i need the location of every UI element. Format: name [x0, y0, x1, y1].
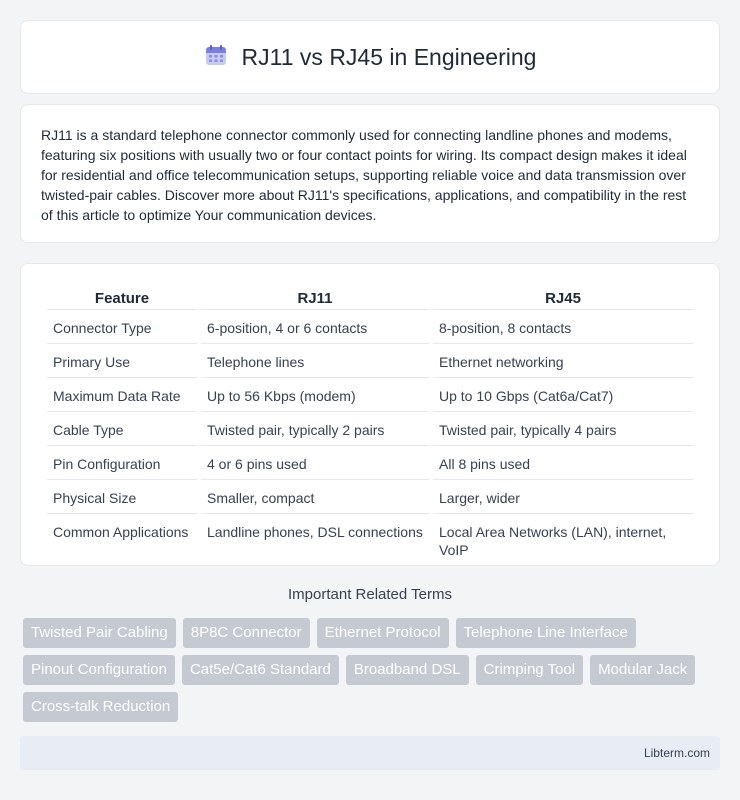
table-row	[47, 482, 693, 514]
intro-card	[20, 104, 720, 243]
term-tag[interactable]: Telephone Line Interface	[456, 618, 636, 648]
table-cell: Up to 10 Gbps (Cat6a/Cat7)	[433, 380, 693, 412]
table-cell: Larger, wider	[433, 482, 693, 514]
term-tag[interactable]: Modular Jack	[590, 655, 695, 685]
table-cell: 8-position, 8 contacts	[433, 312, 693, 344]
header-card	[20, 20, 720, 94]
term-tag[interactable]: Cat5e/Cat6 Standard	[182, 655, 339, 685]
table-row	[47, 516, 693, 566]
related-terms-list	[23, 618, 723, 722]
table-cell: Telephone lines	[201, 346, 429, 378]
term-tag[interactable]: Crimping Tool	[476, 655, 583, 685]
table-header-row	[47, 284, 693, 310]
table-row	[47, 414, 693, 446]
table-cell: Common Applications	[47, 516, 197, 566]
comparison-table-card	[20, 263, 720, 566]
term-tag[interactable]: Pinout Configuration	[23, 655, 175, 685]
footer-site-link[interactable]: Libterm.com	[643, 746, 710, 760]
table-cell: Cable Type	[47, 414, 197, 446]
table-cell: Maximum Data Rate	[47, 380, 197, 412]
table-cell: Pin Configuration	[47, 448, 197, 480]
header-rj11: RJ11	[201, 284, 429, 310]
table-cell: Twisted pair, typically 2 pairs	[201, 414, 429, 446]
header	[204, 43, 537, 72]
table-cell: Ethernet networking	[433, 346, 693, 378]
comparison-table	[43, 282, 697, 568]
header-feature: Feature	[47, 284, 197, 310]
page-title: RJ11 vs RJ45 in Engineering	[241, 43, 537, 70]
table-row	[47, 346, 693, 378]
table-cell: Landline phones, DSL connections	[201, 516, 429, 566]
header-rj45: RJ45	[433, 284, 693, 310]
term-tag[interactable]: Twisted Pair Cabling	[23, 618, 176, 648]
table-cell: 6-position, 4 or 6 contacts	[201, 312, 429, 344]
table-cell: Physical Size	[47, 482, 197, 514]
table-cell: 4 or 6 pins used	[201, 448, 429, 480]
table-cell: Local Area Networks (LAN), internet, VoIP	[433, 516, 693, 566]
table-cell: All 8 pins used	[433, 448, 693, 480]
term-tag[interactable]: Cross-talk Reduction	[23, 692, 178, 722]
term-tag[interactable]: Broadband DSL	[346, 655, 469, 685]
table-row	[47, 380, 693, 412]
table-cell: Smaller, compact	[201, 482, 429, 514]
term-tag[interactable]: 8P8C Connector	[183, 618, 310, 648]
footer	[20, 736, 720, 770]
calendar-icon	[204, 43, 228, 72]
table-cell: Primary Use	[47, 346, 197, 378]
related-terms-title: Important Related Terms	[288, 586, 452, 603]
table-row	[47, 312, 693, 344]
table-row	[47, 448, 693, 480]
term-tag[interactable]: Ethernet Protocol	[317, 618, 449, 648]
table-cell: Connector Type	[47, 312, 197, 344]
table-cell: Twisted pair, typically 4 pairs	[433, 414, 693, 446]
table-cell: Up to 56 Kbps (modem)	[201, 380, 429, 412]
intro-text: RJ11 is a standard telephone connector commonly used for connecting landline phones and modems, featuring six positions with usually two or four contact points for wiring. Its compact design makes it ideal for residential and office telecommunication setups, supporting reliable voice and data transmission over twisted-pair cables. Discover more about RJ11's specifications, applications, and compatibility in the rest of this article to optimize Your communication devices.	[41, 127, 687, 223]
